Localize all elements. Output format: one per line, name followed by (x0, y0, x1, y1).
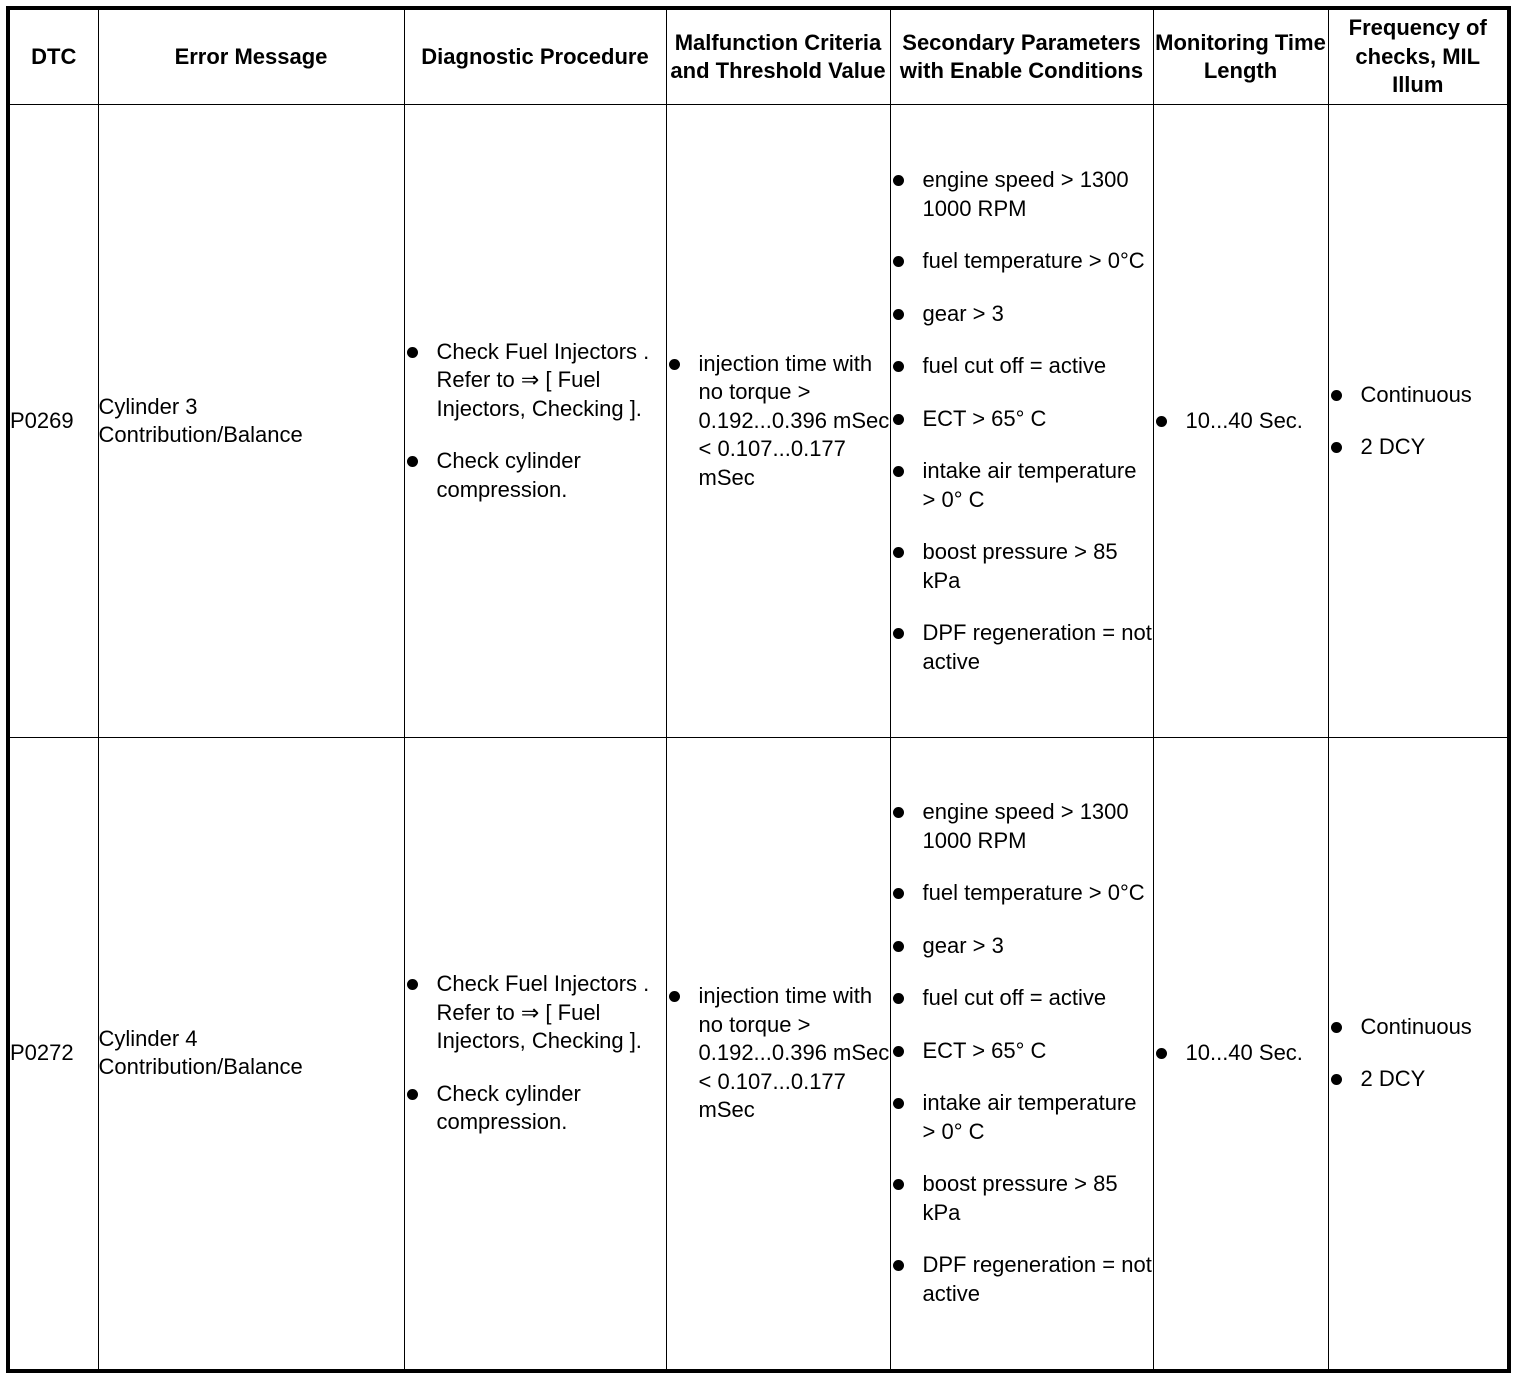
dtc-code: P0272 (8, 738, 98, 1371)
header-row (8, 8, 1509, 105)
malfunction-criteria (666, 105, 890, 738)
header-secondary-parameters: Secondary Parameters with Enable Conditions (890, 8, 1153, 105)
list-item: gear > 3 (891, 932, 1153, 961)
list-item: DPF regeneration = not active (891, 1251, 1153, 1308)
list-item: Check Fuel Injectors . Refer to ⇒ [ Fuel Injectors, Checking ]. (405, 338, 666, 424)
header-monitoring-time: Monitoring Time Length (1153, 8, 1328, 105)
diagnostic-procedure (404, 738, 666, 1371)
table-row (8, 738, 1509, 1371)
frequency (1328, 105, 1509, 738)
table-row (8, 105, 1509, 738)
error-message-line: Contribution/Balance (98, 422, 303, 447)
frequency (1328, 738, 1509, 1371)
list-item: intake air temperature > 0° C (891, 457, 1153, 514)
header-malfunction-criteria: Malfunction Criteria and Threshold Value (666, 8, 890, 105)
list-item: injection time with no torque > 0.192...0.396 mSec < 0.107...0.177 mSec (667, 982, 890, 1125)
error-message (98, 738, 404, 1371)
dtc-table (6, 6, 1511, 1373)
list-item: Check cylinder compression. (405, 447, 666, 504)
list-item: ECT > 65° C (891, 1037, 1153, 1066)
list-item: intake air temperature > 0° C (891, 1089, 1153, 1146)
list-item: engine speed > 1300 1000 RPM (891, 166, 1153, 223)
error-message (98, 105, 404, 738)
secondary-parameters (890, 105, 1153, 738)
list-item: fuel cut off = active (891, 352, 1153, 381)
monitoring-time (1153, 105, 1328, 738)
list-item: gear > 3 (891, 300, 1153, 329)
error-message-line: Cylinder 4 (98, 1025, 198, 1051)
header-dtc: DTC (8, 8, 98, 105)
dtc-code: P0269 (8, 105, 98, 738)
error-message-line: Cylinder 3 (98, 393, 198, 419)
header-diagnostic-procedure: Diagnostic Procedure (404, 8, 666, 105)
list-item: Continuous (1329, 381, 1508, 410)
list-item: 2 DCY (1329, 1065, 1508, 1094)
list-item: injection time with no torque > 0.192...0.396 mSec < 0.107...0.177 mSec (667, 350, 890, 493)
list-item: boost pressure > 85 kPa (891, 538, 1153, 595)
list-item: boost pressure > 85 kPa (891, 1170, 1153, 1227)
list-item: Check Fuel Injectors . Refer to ⇒ [ Fuel Injectors, Checking ]. (405, 970, 666, 1056)
diagnostic-procedure (404, 105, 666, 738)
list-item: fuel cut off = active (891, 984, 1153, 1013)
secondary-parameters (890, 738, 1153, 1371)
list-item: fuel temperature > 0°C (891, 247, 1153, 276)
malfunction-criteria (666, 738, 890, 1371)
list-item: 2 DCY (1329, 433, 1508, 462)
monitoring-time (1153, 738, 1328, 1371)
list-item: Continuous (1329, 1013, 1508, 1042)
list-item: engine speed > 1300 1000 RPM (891, 798, 1153, 855)
list-item: 10...40 Sec. (1154, 407, 1328, 436)
list-item: ECT > 65° C (891, 405, 1153, 434)
list-item: fuel temperature > 0°C (891, 879, 1153, 908)
list-item: 10...40 Sec. (1154, 1039, 1328, 1068)
error-message-line: Contribution/Balance (98, 1054, 303, 1080)
header-frequency: Frequency of checks, MIL Illum (1328, 8, 1509, 105)
list-item: DPF regeneration = not active (891, 619, 1153, 676)
header-error-message: Error Message (98, 8, 404, 105)
list-item: Check cylinder compression. (405, 1080, 666, 1137)
